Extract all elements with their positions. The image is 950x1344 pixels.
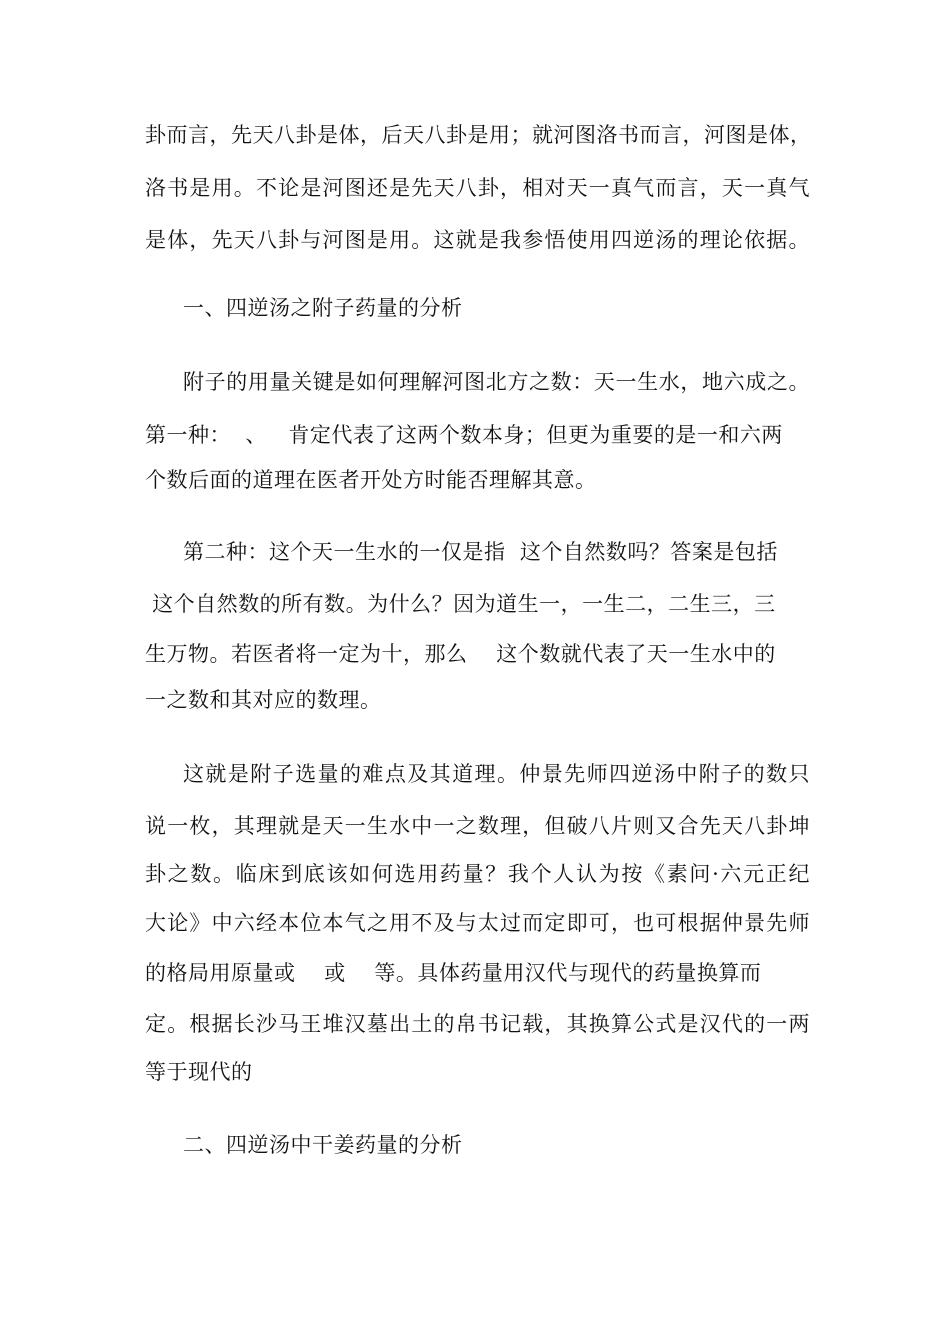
section-heading-2: 二、四逆汤中干姜药量的分析	[183, 1133, 463, 1157]
paragraph-line: 是体，先天八卦与河图是用。这就是我参悟使用四逆汤的理论依据。	[145, 228, 810, 252]
paragraph-line: 生万物。若医者将一定为十，那么 这个数就代表了天一生水中的	[145, 642, 776, 666]
paragraph-line: 第一种： 、 肯定代表了这两个数本身；但更为重要的是一和六两	[145, 423, 783, 447]
paragraph-line: 卦之数。临床到底该如何选用药量？我个人认为按《素问·六元正纪	[145, 862, 810, 886]
paragraph-line: 的格局用原量或 或 等。具体药量用汉代与现代的药量换算而	[145, 961, 762, 985]
paragraph-line: 说一枚，其理就是天一生水中一之数理，但破八片则又合先天八卦坤	[145, 814, 810, 838]
paragraph-line: 定。根据长沙马王堆汉墓出土的帛书记载，其换算公式是汉代的一两	[145, 1012, 810, 1036]
paragraph-line: 大论》中六经本位本气之用不及与太过而定即可，也可根据仲景先师	[145, 911, 810, 935]
paragraph-line: 一之数和其对应的数理。	[145, 688, 382, 712]
paragraph-line: 这就是附子选量的难点及其道理。仲景先师四逆汤中附子的数只	[183, 762, 810, 786]
paragraph-line: 第二种：这个天一生水的一仅是指 这个自然数吗？答案是包括	[183, 540, 778, 564]
paragraph-line: 这个自然数的所有数。为什么？因为道生一，一生二，二生三，三	[145, 592, 776, 616]
paragraph-line: 等于现代的	[145, 1060, 253, 1084]
paragraph-line: 卦而言，先天八卦是体，后天八卦是用；就河图洛书而言，河图是体，	[145, 123, 812, 147]
paragraph-line: 洛书是用。不论是河图还是先天八卦，相对天一真气而言，天一真气	[145, 176, 810, 200]
section-heading-1: 一、四逆汤之附子药量的分析	[183, 296, 463, 320]
paragraph-line: 附子的用量关键是如何理解河图北方之数：天一生水，地六成之。	[183, 370, 810, 394]
paragraph-line: 个数后面的道理在医者开处方时能否理解其意。	[145, 468, 597, 492]
